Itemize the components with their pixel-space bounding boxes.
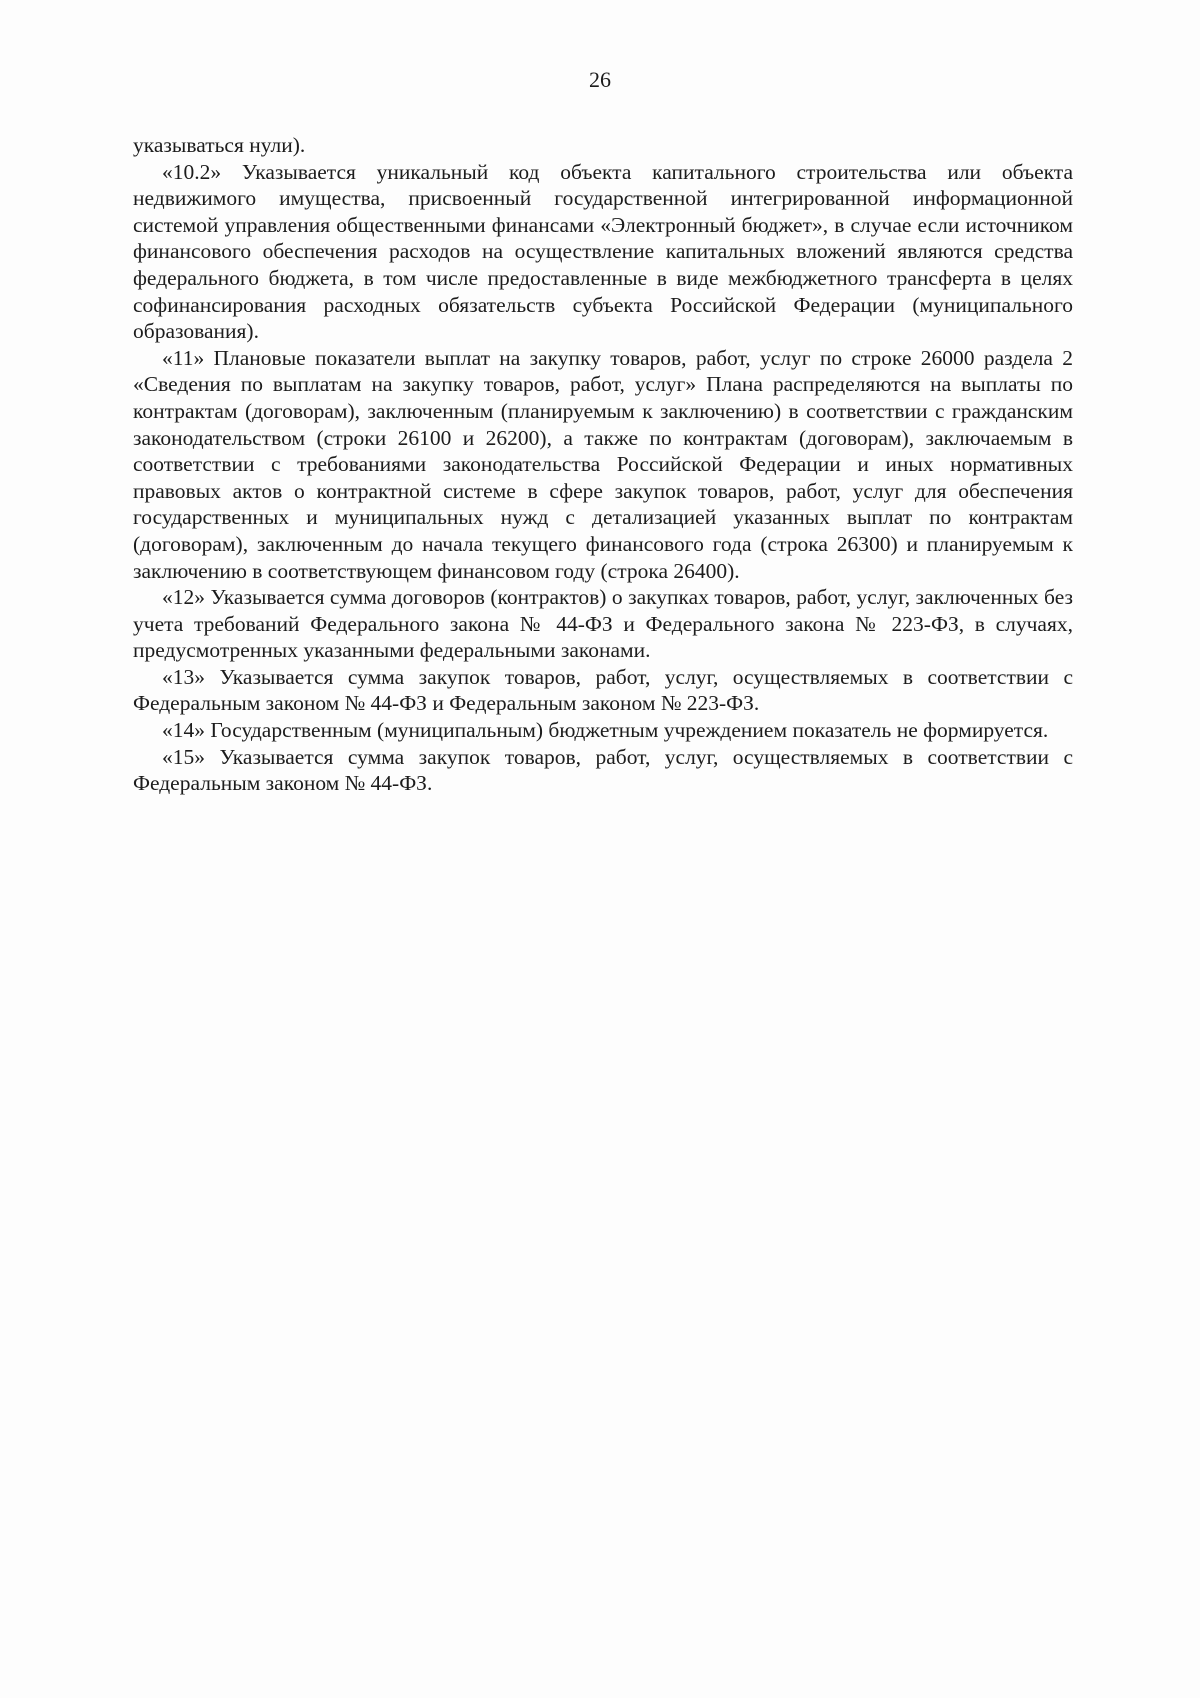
footnote-15: «15» Указывается сумма закупок товаров, работ, услуг, осуществляемых в соответствии с Федеральным законом № 44-ФЗ. xyxy=(133,744,1073,796)
footnote-14: «14» Государственным (муниципальным) бюджетным учреждением показатель не формируется. xyxy=(162,718,1049,743)
paragraph-continuation: указываться нули). xyxy=(133,133,306,157)
footnote-10-2: «10.2» Указывается уникальный код объекта капитального строительства или объекта недвижимого имущества, присвоенный государственной интегрированной информационной системой управления общественными финансами «Электронный бюджет», в случае если источником финансового обеспечения расходов на осуществление капитальных вложений являются средства федерального бюджета, в том числе предоставленные в виде межбюджетного трансферта в целях софинансирования расходных обязательств субъекта Российской Федерации (муниципального образования). xyxy=(133,159,1073,344)
page-number: 26 xyxy=(589,67,611,92)
footnote-12: «12» Указывается сумма договоров (контрактов) о закупках товаров, работ, услуг, заключенных без учета требований Федерального закона № 44-ФЗ и Федерального закона № 223-ФЗ, в случаях, предусмотренных указанными федеральными законами. xyxy=(133,585,1073,663)
footnote-13: «13» Указывается сумма закупок товаров, работ, услуг, осуществляемых в соответствии с Федеральным законом № 44-ФЗ и Федеральным законом № 223-ФЗ. xyxy=(133,664,1073,716)
footnote-11: «11» Плановые показатели выплат на закупку товаров, работ, услуг по строке 26000 раздела 2 «Сведения по выплатам на закупку товаров, работ, услуг» Плана распределяются на выплаты по контрактам (договорам), заключенным (планируемым к заключению) в соответствии с гражданским законодательством (строки 26100 и 26200), а также по контрактам (договорам), заключаемым в соответствии с требованиями законодательства Российской Федерации и иных нормативных правовых актов о контрактной системе в сфере закупок товаров, работ, услуг для обеспечения государственных и муниципальных нужд с детализацией указанных выплат по контрактам (договорам), заключенным до начала текущего финансового года (строка 26300) и планируемым к заключению в соответствующем финансовом году (строка 26400). xyxy=(133,345,1073,583)
document-body xyxy=(133,132,1073,797)
